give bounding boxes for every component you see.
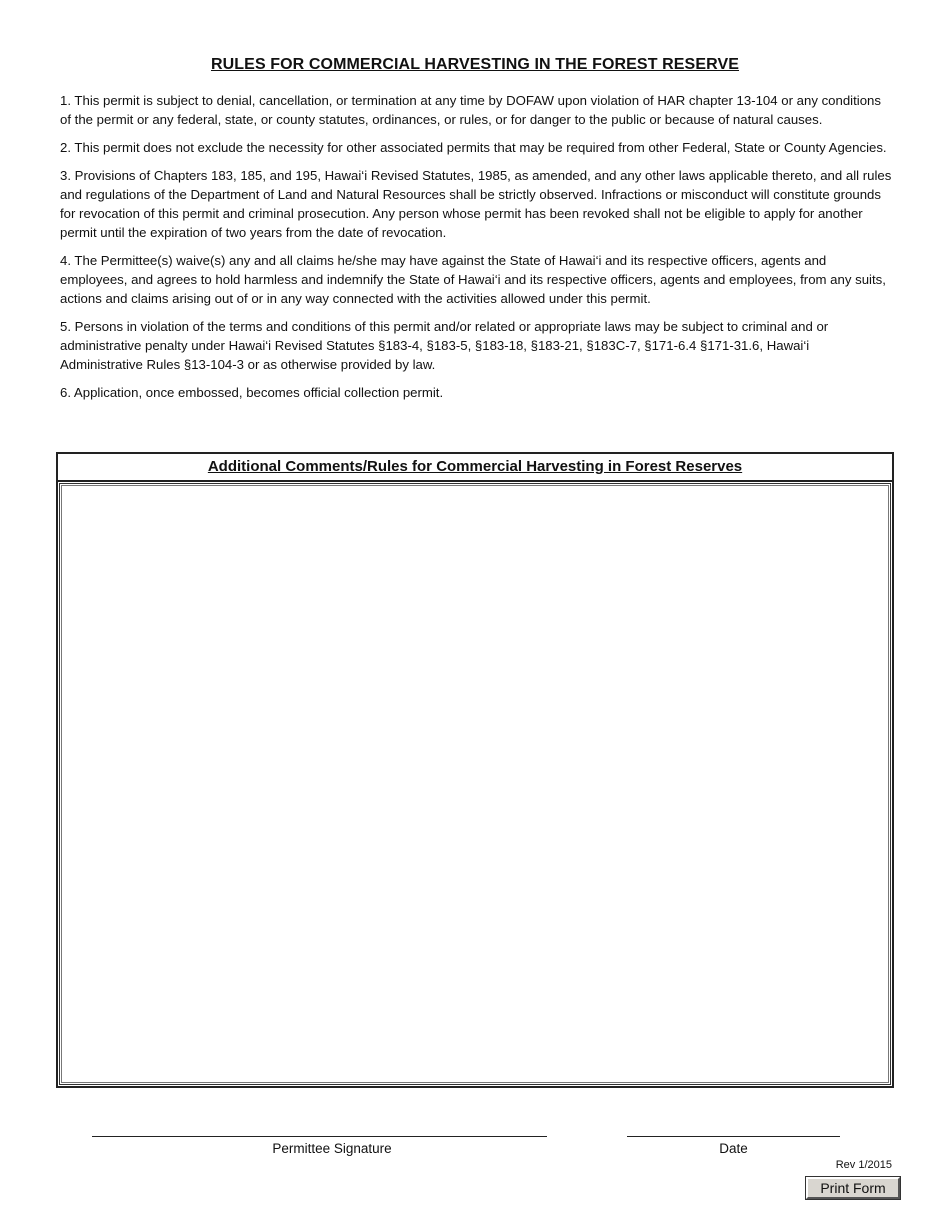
page-title: RULES FOR COMMERCIAL HARVESTING IN THE FOREST RESERVE <box>210 56 740 73</box>
rule-item: 6. Application, once embossed, becomes official collection permit. <box>60 385 444 400</box>
rule-item: 3. Provisions of Chapters 183, 185, and 195, Hawai‘i Revised Statutes, 1985, as amended, and any other laws applicable thereto, and all rules and regulations of the Department of Land and Natural Resources shall be strictly observed. Infractions or misconduct will constitute grounds for revocation of this permit and criminal prosecution. Any person whose permit has been revoked shall not be eligible to apply for another permit until the expiration of two years from the date of revocation. <box>60 168 892 240</box>
rule-item: 1. This permit is subject to denial, cancellation, or termination at any time by DOFAW upon violation of HAR chapter 13-104 or any conditions of the permit or any federal, state, or county statutes, ordinances, or rules, or for danger to the public or because of natural causes. <box>60 93 881 127</box>
comments-heading-text: Additional Comments/Rules for Commercial Harvesting in Forest Reserves <box>207 458 743 475</box>
permittee-signature-line <box>92 1136 547 1137</box>
comments-text-field[interactable] <box>59 483 891 1085</box>
permittee-signature-label: Permittee Signature <box>272 1141 392 1156</box>
date-line <box>627 1136 840 1137</box>
comments-heading <box>58 454 892 482</box>
rules-list <box>60 91 892 411</box>
rule-item: 2. This permit does not exclude the necessity for other associated permits that may be required from other Federal, State or County Agencies. <box>60 140 887 155</box>
comments-section <box>56 452 894 1088</box>
date-label: Date <box>719 1141 748 1156</box>
rule-item: 4. The Permittee(s) waive(s) any and all claims he/she may have against the State of Hawai‘i and its respective officers, agents and employees, and agrees to hold harmless and indemnify the State of Hawai‘i and its respective officers, agents and employees, from any suits, actions and claims arising out of or in any way connected with the activities allowed under this permit. <box>60 253 886 306</box>
rule-item: 5. Persons in violation of the terms and conditions of this permit and/or related or appropriate laws may be subject to criminal and or administrative penalty under Hawai‘i Revised Statutes §183-4, §183-5, §183-18, §183-21, §183C-7, §171-6.4 §171-31.6, Hawai‘i Administrative Rules §13-104-3 or as otherwise provided by law. <box>60 319 829 372</box>
print-form-button[interactable]: Print Form <box>806 1177 900 1199</box>
revision-label: Rev 1/2015 <box>835 1159 892 1171</box>
